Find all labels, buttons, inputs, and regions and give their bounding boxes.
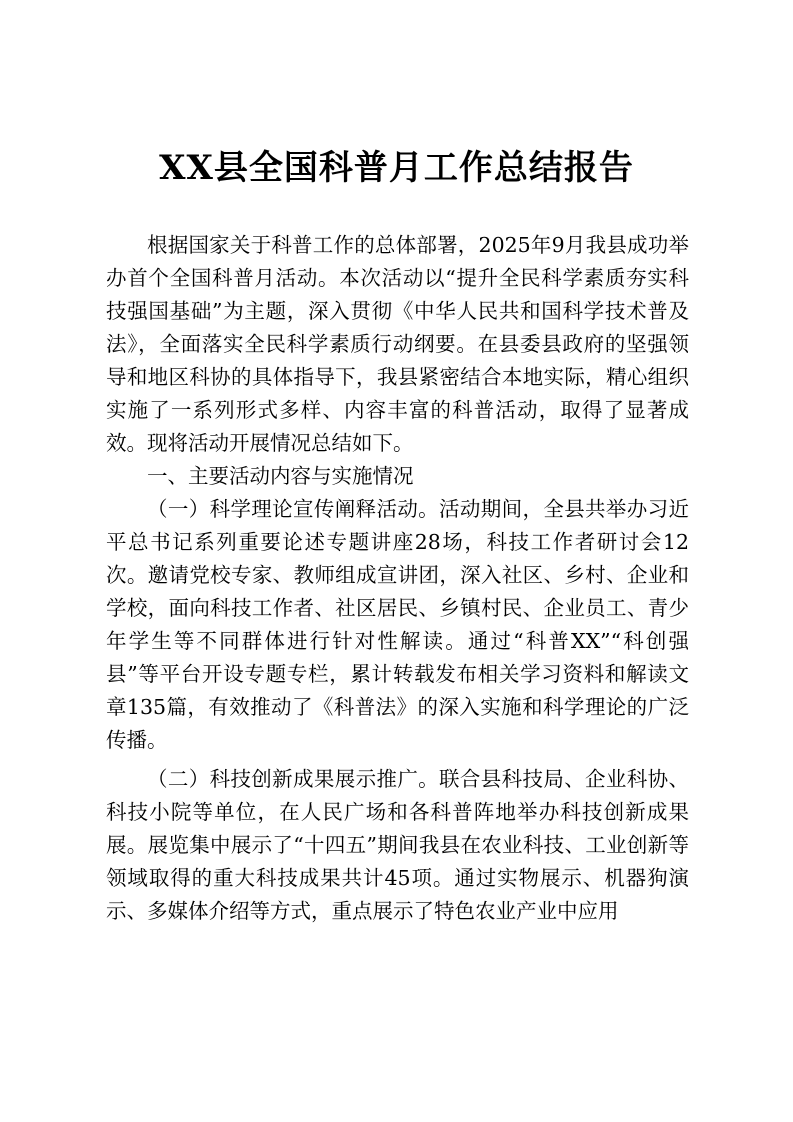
intro-paragraph: 根据国家关于科普工作的总体部署，2025年9月我县成功举办首个全国科普月活动。本次活动以“提升全民科学素质夯实科技强国基础”为主题，深入贯彻《中华人民共和国科学技术普及法》，全面落实全民科学素质行动纲要。在县委县政府的坚强领导和地区科协的具体指导下，我县紧密结合本地实际，精心组织实施了一系列形式多样、内容丰富的科普活动，取得了显著成效。现将活动开展情况总结如下。	[106, 233, 689, 455]
section-paragraph-1: （一）科学理论宣传阐释活动。活动期间，全县共举办习近平总书记系列重要论述专题讲座28场，科技工作者研讨会12次。邀请党校专家、教师组成宣讲团，深入社区、乡村、企业和学校，面向科技工作者、社区居民、乡镇村民、企业员工、青少年学生等不同群体进行针对性解读。通过“科普XX”“科创强县”等平台开设专题专栏，累计转载发布相关学习资料和解读文章135篇，有效推动了《科普法》的深入实施和科学理论的广泛传播。	[106, 497, 689, 752]
document-title: XX县全国科普月工作总结报告	[159, 148, 634, 188]
section-paragraph-2: （二）科技创新成果展示推广。联合县科技局、企业科协、科技小院等单位，在人民广场和各科普阵地举办科技创新成果展。展览集中展示了“十四五”期间我县在农业科技、工业创新等领域取得的重大科技成果共计45项。通过实物展示、机器狗演示、多媒体介绍等方式，重点展示了特色农业产业中应用	[106, 767, 689, 923]
section-heading: 一、主要活动内容与实施情况	[147, 464, 414, 488]
document-body	[106, 229, 689, 928]
